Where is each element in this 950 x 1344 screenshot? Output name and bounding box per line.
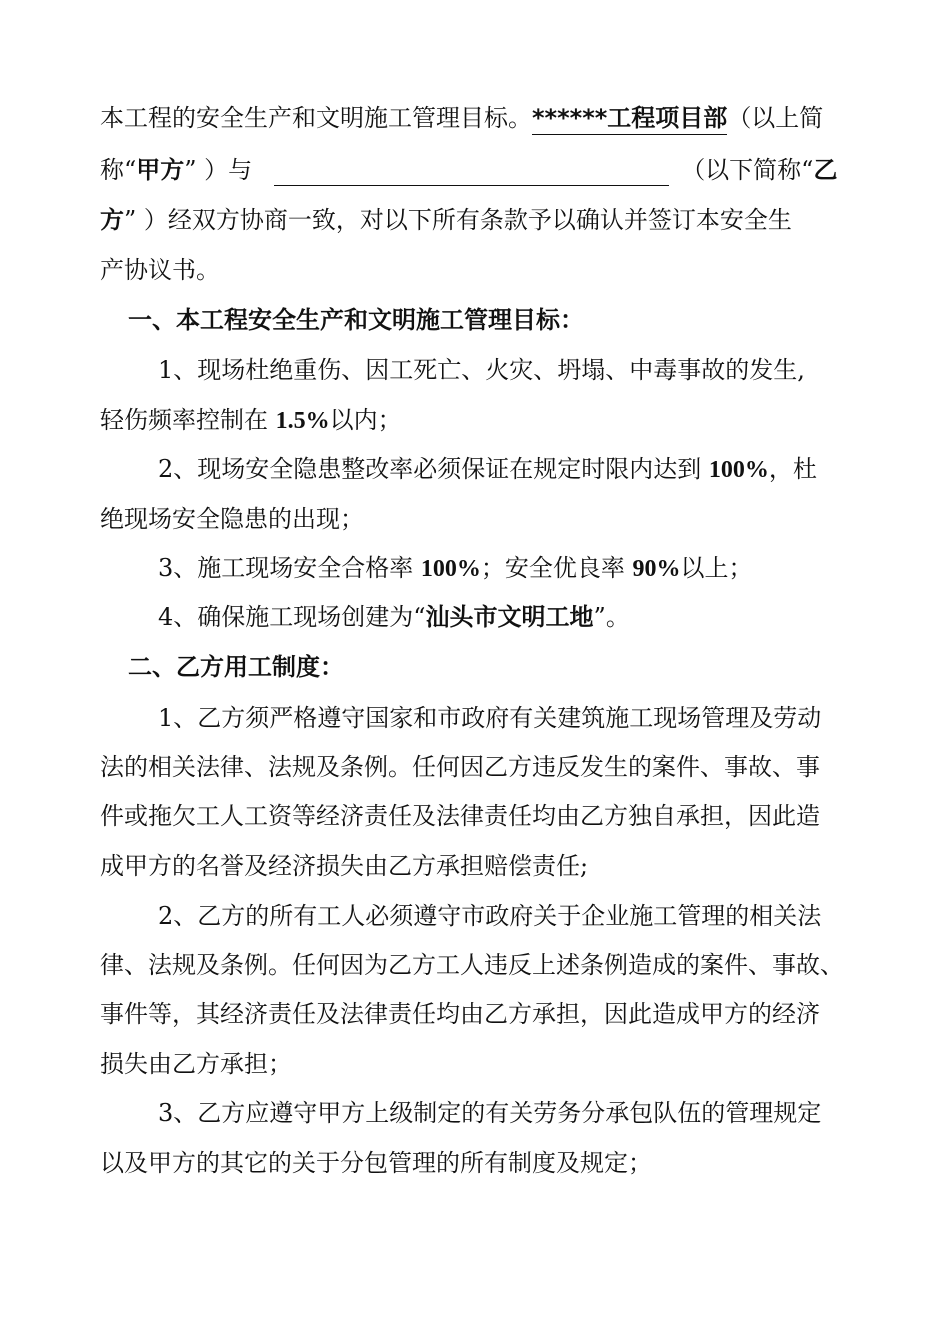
rule-1-line-3: 件或拖欠工人工资等经济责任及法律责任均由乙方独自承担，因此造 bbox=[100, 802, 820, 830]
rule-2-line-3: 事件等，其经济责任及法律责任均由乙方承担，因此造成甲方的经济 bbox=[100, 1000, 820, 1028]
goal-text: ，杜 bbox=[768, 455, 817, 483]
goal-item-3 bbox=[158, 552, 870, 585]
intro-line-2 bbox=[100, 154, 870, 186]
goal-item-1: 1、现场杜绝重伤、因工死亡、火灾、坍塌、中毒事故的发生, bbox=[158, 356, 805, 384]
goal-item-2-cont: 绝现场安全隐患的出现； bbox=[100, 505, 364, 533]
rectification-rate-value: 100% bbox=[708, 457, 769, 483]
intro-text: （以上简 bbox=[727, 104, 824, 132]
intro-line-4 bbox=[100, 254, 870, 286]
intro-text: 产协议书。 bbox=[100, 256, 220, 284]
rule-2-line-1: 2、乙方的所有工人必须遵守市政府关于企业施工管理的相关法 bbox=[158, 902, 822, 930]
rule-1-line-1: 1、乙方须严格遵守国家和市政府有关建筑施工现场管理及劳动 bbox=[158, 704, 822, 732]
intro-line-1 bbox=[100, 102, 870, 134]
intro-text: （以下简称“ bbox=[681, 156, 814, 184]
intro-text: ” ）经双方协商一致，对以下所有条款予以确认并签订本安全生 bbox=[124, 206, 792, 234]
injury-rate-value: 1.5% bbox=[275, 408, 330, 434]
party-a-label: 甲方 bbox=[136, 156, 185, 184]
goal-item-2 bbox=[158, 453, 870, 486]
rule-1-line-4: 成甲方的名誉及经济损失由乙方承担赔偿责任; bbox=[100, 852, 589, 880]
section-2-heading: 二、乙方用工制度： bbox=[128, 653, 344, 681]
goal-item-4 bbox=[158, 601, 870, 633]
goal-text: 以内； bbox=[329, 406, 402, 434]
goal-text: ”。 bbox=[593, 603, 630, 631]
rule-2-line-2: 律、法规及条例。任何因为乙方工人违反上述条例造成的案件、事故、 bbox=[100, 951, 844, 979]
section-1-heading: 一、本工程安全生产和文明施工管理目标： bbox=[128, 306, 584, 334]
goal-text: 4、确保施工现场创建为“ bbox=[158, 603, 426, 631]
goal-text: 以上； bbox=[680, 554, 753, 582]
goal-text: 轻伤频率控制在 bbox=[100, 406, 276, 434]
intro-line-3 bbox=[100, 204, 870, 236]
party-b-label: 乙 bbox=[813, 156, 838, 184]
civilized-site-title: 汕头市文明工地 bbox=[425, 603, 594, 631]
goal-text: 3、施工现场安全合格率 bbox=[158, 554, 421, 582]
intro-text: 称“ bbox=[100, 156, 137, 184]
rule-3-line-2: 以及甲方的其它的关于分包管理的所有制度及规定； bbox=[100, 1149, 652, 1177]
party-b-blank-field[interactable] bbox=[274, 159, 669, 186]
rule-2-line-4: 损失由乙方承担； bbox=[100, 1050, 292, 1078]
rule-3-line-1: 3、乙方应遵守甲方上级制定的有关劳务分承包队伍的管理规定 bbox=[158, 1099, 822, 1127]
intro-text: ” ）与 bbox=[184, 156, 253, 184]
goal-text: ；安全优良率 bbox=[480, 554, 633, 582]
excellence-rate-value: 90% bbox=[632, 556, 681, 582]
intro-text: 本工程的安全生产和文明施工管理目标。 bbox=[100, 104, 532, 132]
pass-rate-value: 100% bbox=[420, 556, 481, 582]
project-name: ******工程项目部 bbox=[532, 104, 727, 135]
party-b-label: 方 bbox=[100, 206, 124, 234]
goal-item-1-cont bbox=[100, 404, 870, 437]
goal-text: 2、现场安全隐患整改率必须保证在规定时限内达到 bbox=[158, 455, 709, 483]
rule-1-line-2: 法的相关法律、法规及条例。任何因乙方违反发生的案件、事故、事 bbox=[100, 753, 820, 781]
